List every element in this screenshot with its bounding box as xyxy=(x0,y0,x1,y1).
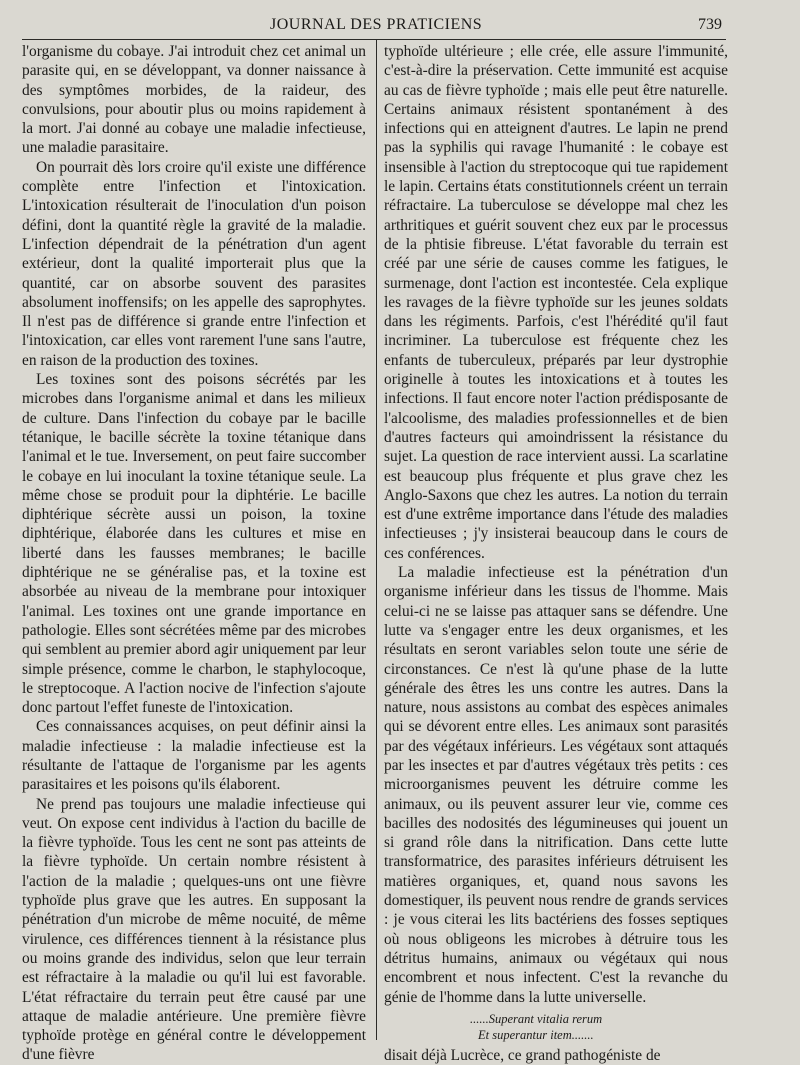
running-title: JOURNAL DES PRATICIENS xyxy=(270,16,483,33)
header-rule xyxy=(22,39,726,40)
verse-line: Et superantur item....... xyxy=(478,1027,594,1042)
paragraph: typhoïde ultérieure ; elle crée, elle assure l'immunité, c'est-à-dire la préservation. Cette immunité est acquise au cas de fièvre typhoïde ; mais elle peut être naturelle. Certains animaux résistent spontanément à des infections qui en atteignent d'autres. Le lapin ne prend pas la syphilis qui ravage l'humanité : le cobaye est insensible à l'action du streptocoque qui tue rapidement le lapin. Certains états constitutionnels créent un terrain réfractaire. La tuberculose se développe mal chez les arthritiques et guérit souvent chez eux par le processus de la phtisie fibreuse. L'état favorable du terrain est créé par une série de causes comme les fatigues, le surmenage, dont l'action est incontestée. Cela explique les ravages de la fièvre typhoïde sur les jeunes soldats dans les régiments. Parfois, c'est l'hérédité qu'il faut incriminer. La tuberculose est fréquente chez les enfants de tuberculeux, préparés par leur dystrophie originelle à toutes les intoxications et à toutes les infections. Il faut encore noter l'action prédisposante de l'alcoolisme, des maladies professionnelles et de bien d'autres facteurs qui amoindrissent la résistance du sujet. La question de race intervient aussi. La scarlatine est beaucoup plus fréquente et plus grave chez les Anglo-Saxons que chez les autres. La notion du terrain est d'une extrême importance dans l'étude des maladies infectieuses ; j'y insisterai beaucoup dans le cours de ces conférences. xyxy=(384,43,728,562)
page-number: 739 xyxy=(698,16,722,33)
column-divider xyxy=(376,40,377,1040)
paragraph: disait déjà Lucrèce, ce grand pathogéniste de xyxy=(384,1046,661,1064)
paragraph: On pourrait dès lors croire qu'il existe une différence complète entre l'infection et l'intoxication. L'intoxication résulterait de l'inoculation d'un poison défini, dont la quantité règle la gravité de la maladie. L'infection dépendrait de la pénétration d'un agent extérieur, dont la qualité importerait plus que la quantité, car on absorbe souvent des parasites absolument inoffensifs; on les appelle des saprophytes. Il n'est pas de différence si grande entre l'infection et l'intoxication, car elles vont rarement l'une sans l'autre, en raison de la production des toxines. xyxy=(22,158,366,369)
paragraph: Ces connaissances acquises, on peut définir ainsi la maladie infectieuse : la maladie infectieuse est la résultante de l'attaque de l'organisme par les agents parasitaires et les poisons qu'ils élaborent. xyxy=(22,718,366,794)
verse-line: ......Superant vitalia rerum xyxy=(470,1011,603,1026)
paragraph: Les toxines sont des poisons sécrétés par les microbes dans l'organisme animal et dans les milieux de culture. Dans l'infection du cobaye par le bacille tétanique, le bacille sécrète la toxine tétanique dans l'animal et le tue. Inversement, on peut faire succomber le cobaye en lui inoculant la toxine tétanique seule. La même chose se produit pour la diphtérie. Le bacille diphtérique sécrète aussi un poison, la toxine diphtérique, élaborée dans les cultures et mise en liberté dans les fausses membranes; le bacille diphtérique ne se généralise pas, et la toxine est absorbée au niveau de la membrane pour intoxiquer l'animal. Les toxines ont une grande importance en pathologie. Elles sont sécrétées même par des microbes qui semblent au premier abord agir uniquement par leur simple présence, comme le charbon, le staphylocoque, le streptocoque. A l'action nocive de l'infection s'ajoute donc partout l'effet funeste de l'intoxication. xyxy=(22,371,366,717)
latin-quotation xyxy=(470,1011,728,1043)
page-header xyxy=(22,6,722,40)
paragraph: l'organisme du cobaye. J'ai introduit chez cet animal un parasite qui, en se développant, va donner naissance à des symptômes morbides, de la raideur, des convulsions, pour aboutir plus ou moins rapidement à la mort. J'ai donné au cobaye une maladie infectieuse, une maladie parasitaire. xyxy=(22,43,366,157)
paragraph: La maladie infectieuse est la pénétration d'un organisme inférieur dans les tissus de l'homme. Mais celui-ci ne se laisse pas attaquer sans se défendre. Une lutte va s'engager entre les deux organismes, et les résultats en seront variables selon toute une série de circonstances. Ce n'est là qu'une phase de la lutte générale des êtres les uns contre les autres. Dans la nature, nous assistons au combat des espèces animales qui se dévorent entre elles. Les animaux sont parasités par des végétaux inférieurs. Les végétaux sont attaqués par les insectes et par d'autres végétaux très petits : ces microorganismes peuvent les détruire comme les animaux, ou ils peuvent assurer leur vie, comme ces bacilles des nodosités des légumineuses qui jouent un si grand rôle dans la nitrification. Dans cette lutte transformatrice, des parasites inférieurs détruisent les matières organiques, et, quand nous savons les domestiquer, ils peuvent nous rendre de grands services : je vous citerai les lits bactériens des fosses septiques où nous obligeons les microbes à détruire tous les détritus humains, animaux ou végétaux qui nous encombrent et nous infectent. C'est la revanche du génie de l'homme dans la lutte universelle. xyxy=(384,564,728,1006)
paragraph: Ne prend pas toujours une maladie infectieuse qui veut. On expose cent individus à l'action du bacille de la fièvre typhoïde. Tous les cent ne sont pas atteints de la fièvre typhoïde. Un certain nombre résistent à l'action de la maladie ; quelques-uns ont une fièvre typhoïde plus grave que les autres. En supposant la pénétration d'un microbe de même nocuité, de même virulence, ces différences tiennent à la résistance plus ou moins grande des individus, selon que leur terrain est réfractaire à la maladie ou qu'il lui est favorable. L'état réfractaire du terrain peut être causé par une attaque de maladie antérieure. Une première fièvre typhoïde protège en général contre le développement d'une fièvre xyxy=(22,795,366,1064)
left-column xyxy=(22,42,366,1065)
right-column xyxy=(384,42,728,1065)
